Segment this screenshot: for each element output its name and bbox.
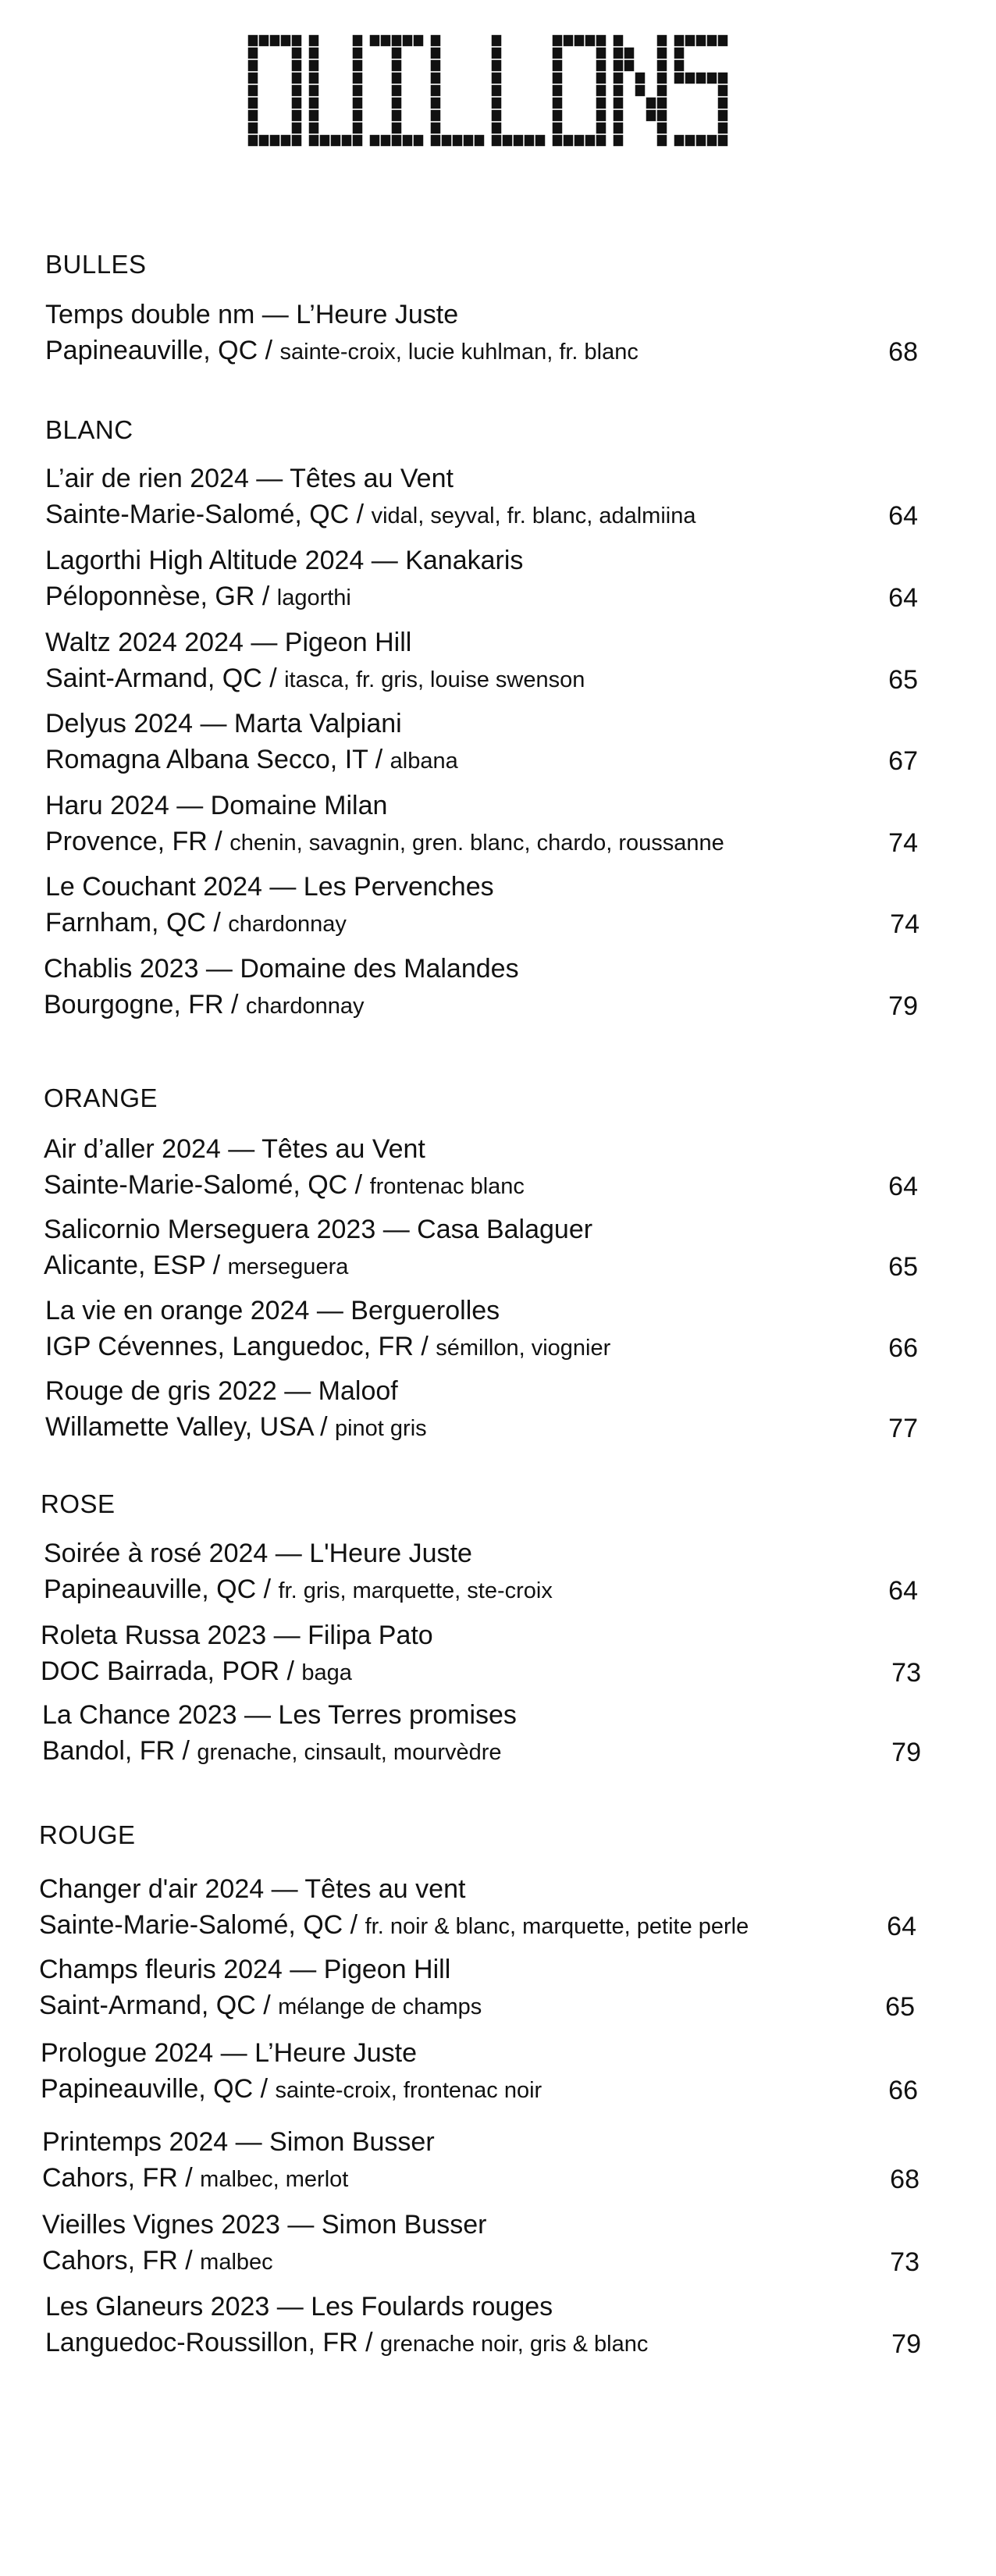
wine-price: 66 <box>888 1333 918 1363</box>
wine-origin: Provence, FR / <box>45 827 230 856</box>
wine-origin: Péloponnèse, GR / <box>45 582 277 611</box>
wine-item <box>42 1702 971 1774</box>
wine-origin-line <box>41 1658 352 1685</box>
wine-price: 64 <box>888 1172 918 1201</box>
wine-price: 66 <box>888 2076 918 2105</box>
wine-origin: IGP Cévennes, Languedoc, FR / <box>45 1332 436 1361</box>
wine-grapes: mélange de champs <box>278 1994 482 2019</box>
wine-item <box>45 710 974 782</box>
wine-origin-line <box>42 1738 502 1764</box>
wine-grapes: fr. noir & blanc, marquette, petite perle <box>365 1914 749 1939</box>
wine-grapes: frontenac blanc <box>369 1174 525 1199</box>
wine-grapes: sémillon, viognier <box>436 1336 611 1361</box>
section-heading: ROSE <box>41 1489 116 1518</box>
wine-price: 73 <box>891 1658 921 1688</box>
wine-grapes: malbec <box>200 2250 273 2275</box>
wine-grapes: fr. gris, marquette, ste-croix <box>278 1578 553 1603</box>
wine-grapes: albana <box>390 749 458 774</box>
wine-title: Roleta Russa 2023 — Filipa Pato <box>41 1621 433 1650</box>
wine-title: La Chance 2023 — Les Terres promises <box>42 1700 517 1730</box>
wine-origin: Willamette Valley, USA / <box>45 1412 335 1442</box>
wine-origin: Alicante, ESP / <box>44 1251 228 1280</box>
wine-item <box>45 792 974 864</box>
wine-title: Air d’aller 2024 — Têtes au Vent <box>44 1134 425 1164</box>
wine-title: Vieilles Vignes 2023 — Simon Busser <box>42 2210 487 2240</box>
wine-origin: DOC Bairrada, POR / <box>41 1656 302 1686</box>
wine-price: 68 <box>888 337 918 367</box>
wine-title: Le Couchant 2024 — Les Pervenches <box>45 872 494 902</box>
wine-price: 64 <box>887 1912 916 1941</box>
wine-item <box>41 1622 969 1694</box>
wine-origin-line <box>45 665 585 692</box>
wine-title: Les Glaneurs 2023 — Les Foulards rouges <box>45 2292 553 2322</box>
wine-price: 64 <box>888 1576 918 1606</box>
section-heading: ROUGE <box>39 1820 136 1849</box>
wine-price: 64 <box>888 501 918 531</box>
wine-origin: Papineauville, QC / <box>45 336 280 365</box>
wine-origin: Languedoc-Roussillon, FR / <box>45 2328 381 2357</box>
wine-item <box>45 547 974 619</box>
wine-origin-line <box>45 2329 648 2356</box>
wine-grapes: baga <box>301 1660 352 1685</box>
wine-origin-line <box>45 1414 427 1440</box>
wine-item <box>45 873 974 945</box>
wine-origin: Romagna Albana Secco, IT / <box>45 745 390 774</box>
wine-item <box>45 2293 974 2365</box>
wine-grapes: itasca, fr. gris, louise swenson <box>284 667 585 692</box>
wine-item <box>44 955 973 1027</box>
wine-origin: Saint-Armand, QC / <box>39 1991 279 2020</box>
wine-item <box>42 2129 971 2201</box>
wine-grapes: chardonnay <box>245 994 365 1019</box>
wine-origin-line <box>39 1992 482 2019</box>
wine-grapes: chardonnay <box>228 912 347 937</box>
section-heading: ORANGE <box>44 1083 158 1112</box>
wine-grapes: vidal, seyval, fr. blanc, adalmiina <box>371 503 696 528</box>
wine-origin-line <box>44 991 364 1018</box>
wine-origin: Sainte-Marie-Salomé, QC / <box>45 500 372 529</box>
wine-grapes: chenin, savagnin, gren. blanc, chardo, roussanne <box>229 831 724 856</box>
wine-price: 77 <box>888 1414 918 1443</box>
wine-origin-line <box>45 1333 610 1360</box>
section-heading: BULLES <box>45 250 147 279</box>
wine-price: 65 <box>888 1252 918 1282</box>
wine-origin-line <box>42 2165 348 2191</box>
wine-item <box>39 1876 968 1948</box>
wine-title: Chablis 2023 — Domaine des Malandes <box>44 954 519 984</box>
wine-title: Haru 2024 — Domaine Milan <box>45 791 388 820</box>
wine-origin: Papineauville, QC / <box>41 2074 276 2104</box>
wine-item <box>45 465 974 537</box>
wine-origin: Farnham, QC / <box>45 908 229 938</box>
wine-title: Lagorthi High Altitude 2024 — Kanakaris <box>45 546 524 575</box>
wine-origin-line <box>41 2076 542 2102</box>
wine-item <box>42 2211 971 2283</box>
wine-origin-line <box>44 1172 525 1198</box>
wine-origin: Sainte-Marie-Salomé, QC / <box>44 1170 370 1200</box>
wine-grapes: sainte-croix, frontenac noir <box>275 2078 542 2103</box>
wine-price: 65 <box>885 1992 915 2022</box>
wine-origin: Papineauville, QC / <box>44 1574 279 1604</box>
wine-origin: Bourgogne, FR / <box>44 990 246 1019</box>
wine-origin: Sainte-Marie-Salomé, QC / <box>39 1910 365 1940</box>
wine-origin-line <box>45 828 724 855</box>
wine-price: 68 <box>890 2165 920 2194</box>
wine-origin-line <box>45 337 639 364</box>
wine-item <box>44 1216 973 1288</box>
wine-origin-line <box>44 1252 348 1279</box>
section-heading: BLANC <box>45 415 133 444</box>
wine-price: 74 <box>888 828 918 858</box>
wine-grapes: grenache noir, gris & blanc <box>380 2332 649 2357</box>
wine-origin: Saint-Armand, QC / <box>45 664 285 693</box>
wine-price: 64 <box>888 583 918 613</box>
wine-price: 65 <box>888 665 918 695</box>
wine-origin: Bandol, FR / <box>42 1736 197 1766</box>
wine-price: 79 <box>888 991 918 1021</box>
wine-title: Prologue 2024 — L’Heure Juste <box>41 2038 417 2068</box>
wine-item <box>45 629 974 701</box>
wine-title: Champs fleuris 2024 — Pigeon Hill <box>39 1955 451 1984</box>
wine-title: Salicornio Merseguera 2023 — Casa Balaguer <box>44 1215 593 1244</box>
wine-title: Temps double nm — L’Heure Juste <box>45 300 459 329</box>
wine-grapes: merseguera <box>227 1254 349 1279</box>
wine-price: 79 <box>891 1738 921 1767</box>
wine-grapes: sainte-croix, lucie kuhlman, fr. blanc <box>279 340 639 365</box>
wine-title: Changer d'air 2024 — Têtes au vent <box>39 1874 466 1904</box>
wine-origin: Cahors, FR / <box>42 2163 201 2193</box>
wine-origin-line <box>39 1912 749 1938</box>
wine-title: Printemps 2024 — Simon Busser <box>42 2127 435 2157</box>
wine-title: L’air de rien 2024 — Têtes au Vent <box>45 464 454 493</box>
wine-origin-line <box>45 909 347 936</box>
wine-price: 67 <box>888 746 918 776</box>
wine-origin-line <box>44 1576 553 1603</box>
wine-item <box>44 1136 973 1208</box>
wine-item <box>44 1540 973 1612</box>
wine-title: Soirée à rosé 2024 — L'Heure Juste <box>44 1539 472 1568</box>
wine-title: Waltz 2024 2024 — Pigeon Hill <box>45 628 412 657</box>
wine-item <box>45 301 974 373</box>
wine-origin-line <box>45 746 458 773</box>
wine-grapes: lagorthi <box>276 585 351 610</box>
wine-price: 74 <box>890 909 920 939</box>
wine-title: Rouge de gris 2022 — Maloof <box>45 1376 398 1406</box>
wine-grapes: malbec, merlot <box>200 2167 349 2192</box>
wine-price: 79 <box>891 2329 921 2359</box>
wine-origin-line <box>42 2247 273 2274</box>
wine-item <box>45 1297 974 1369</box>
wine-grapes: pinot gris <box>334 1416 427 1441</box>
wine-origin-line <box>45 501 695 528</box>
wine-origin: Cahors, FR / <box>42 2246 201 2275</box>
wine-title: Delyus 2024 — Marta Valpiani <box>45 709 402 738</box>
wine-grapes: grenache, cinsault, mourvèdre <box>197 1740 502 1765</box>
wine-item <box>45 1378 974 1450</box>
wine-item <box>39 1956 968 2028</box>
wine-price: 73 <box>890 2247 920 2277</box>
wine-origin-line <box>45 583 351 610</box>
wine-item <box>41 2040 969 2112</box>
wine-title: La vie en orange 2024 — Berguerolles <box>45 1296 500 1325</box>
